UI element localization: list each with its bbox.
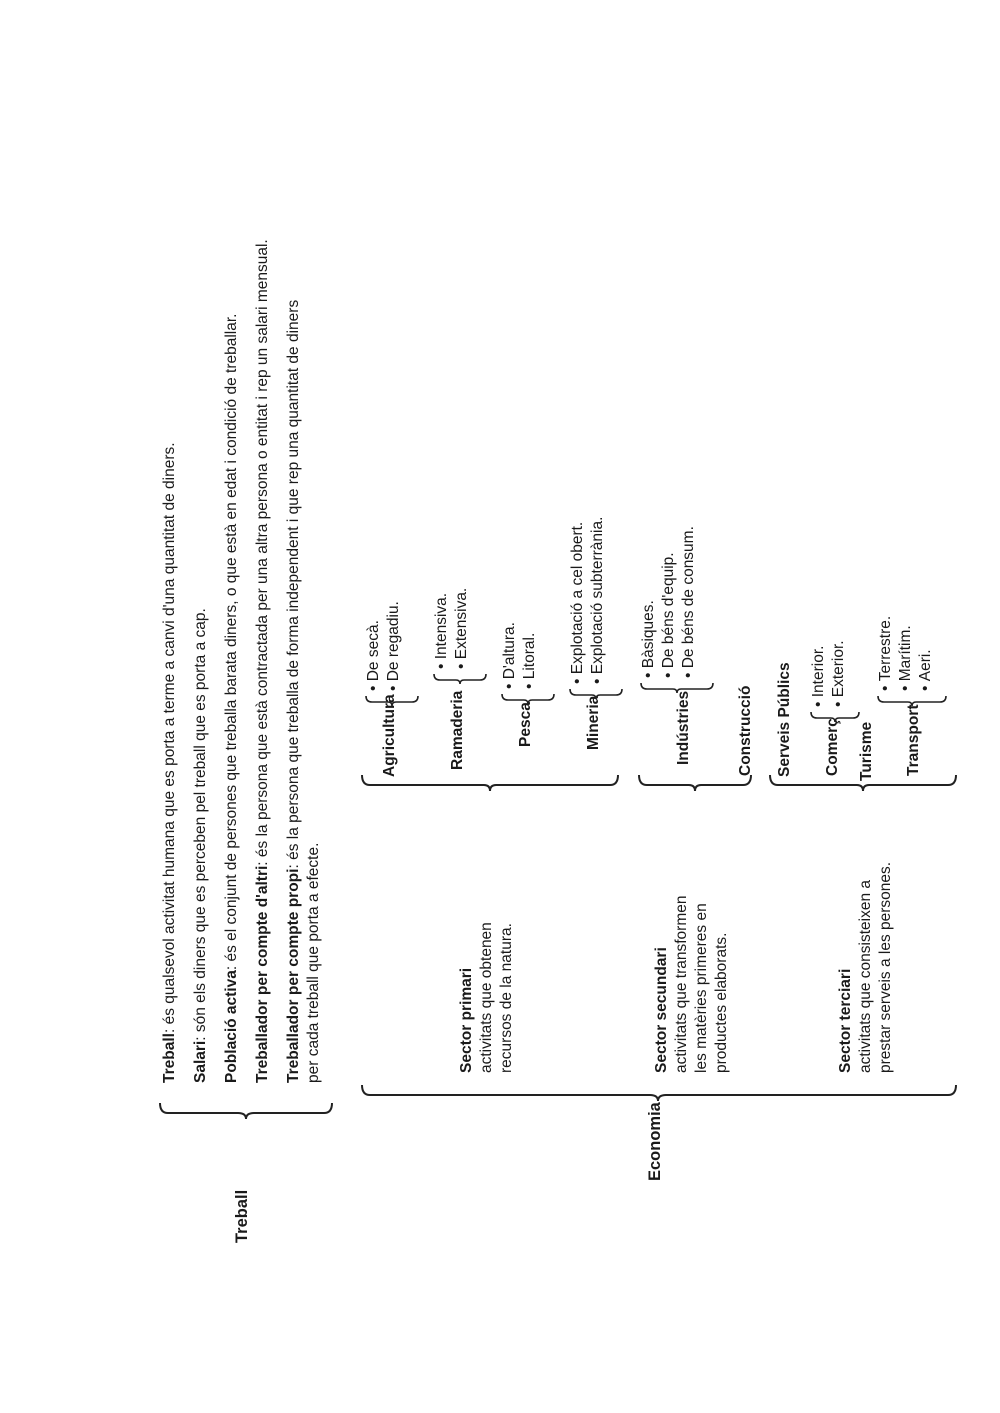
activity-construccio: Construcció — [737, 685, 754, 776]
agricultura-brace — [364, 694, 425, 708]
treball-heading: Treball — [233, 1189, 251, 1243]
industries-items: • Bàsiques. • De béns d'equip. • De béns de consum. — [639, 526, 699, 678]
activity-serveis-publics: Serveis Públics — [776, 662, 793, 777]
definition-compte-altri: Treballador per compte d'altri: és la persona que està contractada per una altra persona o entitat i rep un salari mensual. — [254, 239, 271, 1083]
comerc-items: • Interior. • Exterior. — [809, 640, 849, 707]
pesca-items: • D'altura. • Litoral. — [500, 622, 540, 689]
sector-secundari: Sector secundari activitats que transformen les matèries primeres en productes elaborats. — [653, 895, 730, 1073]
treball-brace — [158, 1101, 339, 1121]
transport-brace — [876, 694, 953, 708]
transport-items: • Terrestre. • Marítim. • Aeri. — [876, 616, 936, 691]
activity-pesca: Pesca — [517, 702, 534, 747]
ramaderia-brace — [432, 672, 493, 686]
pesca-brace — [500, 692, 561, 706]
sector-primari: Sector primari activitats que obtenen recursos de la natura. — [458, 922, 515, 1073]
activity-mineria: Mineria — [585, 695, 602, 750]
mineria-brace — [568, 687, 629, 701]
economia-brace — [360, 1083, 963, 1103]
economia-heading: Economia — [646, 1102, 664, 1181]
activity-turisme: Turisme — [858, 721, 875, 781]
agricultura-items: • De secà. • De regadiu. — [364, 601, 404, 691]
activity-transport: Transport — [905, 704, 922, 776]
industries-brace — [639, 681, 720, 695]
ramaderia-items: • Intensiva. • Extensiva. — [432, 588, 472, 669]
definition-poblacio-activa: Població activa: és el conjunt de persones que treballa barata diners, o que està en edat i condició de treballar. — [223, 313, 240, 1083]
activity-agricultura: Agricultura — [381, 694, 398, 777]
activity-ramaderia: Ramaderia — [449, 690, 466, 770]
activity-industries: Indústries — [675, 690, 692, 765]
mineria-items: • Explotació a cel obert. • Explotació subterrània. — [568, 517, 608, 684]
secundari-brace — [637, 773, 758, 793]
definition-compte-propi: Treballador per compte propi: és la persona que treballa de forma independent i que rep una quantitat de diners — [285, 299, 302, 1083]
definition-compte-propi-cont: per cada treball que porta a efecte. — [305, 842, 322, 1083]
definition-treball: Treball: és qualsevol activitat humana que es porta a terme a canvi d'una quantitat de diners. — [161, 442, 178, 1083]
sector-terciari: Sector terciari activitats que consisteixen a prestar serveis a les persones. — [837, 861, 894, 1073]
definition-salari: Salari: són els diners que es perceben pel treball que es porta a cap. — [192, 608, 209, 1083]
activity-comerc: Comerç — [824, 718, 841, 776]
